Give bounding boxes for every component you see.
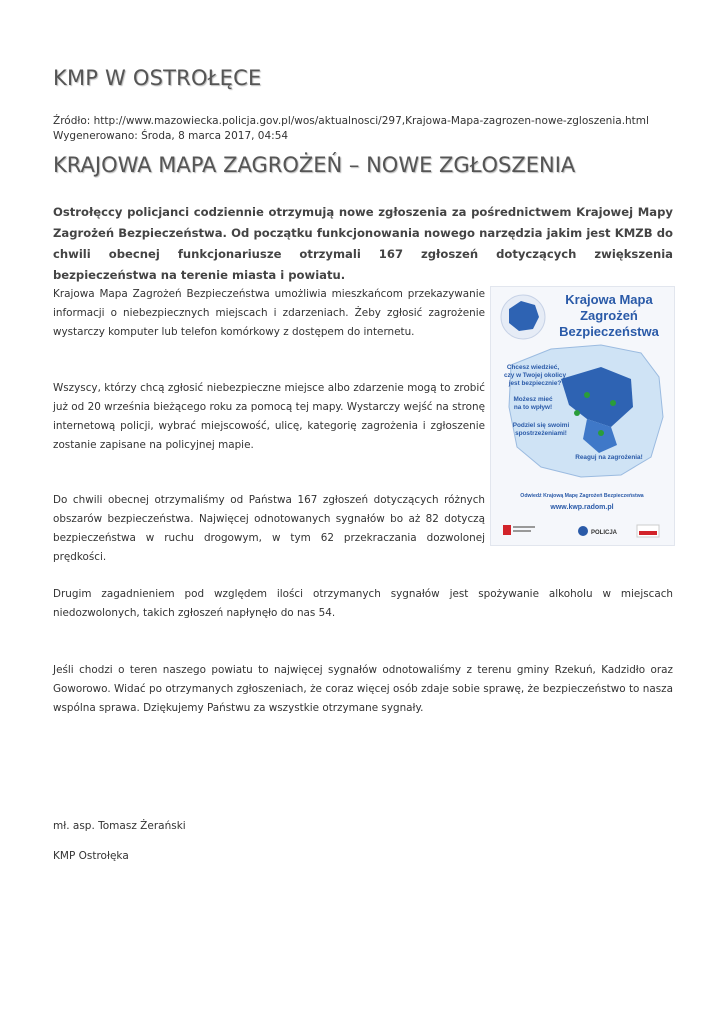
partner-logo-icon: [637, 525, 659, 537]
poster-visit: Odwiedź Krajową Mapę Zagrożeń Bezpieczeństwa: [520, 493, 644, 499]
paragraph-1: Krajowa Mapa Zagrożeń Bezpieczeństwa umożliwia mieszkańcom przekazywanie informacji o niebezpiecznych miejscach i zdarzeniach. Żeby zgłosić zagrożenie wystarczy komputer lub telefon komórkowy z dostępem do internetu.: [53, 288, 485, 338]
poster-share-2: spostrzeżeniami!: [515, 430, 567, 437]
poster-cta-2: na to wpływ!: [513, 404, 553, 411]
source-line: Źródło: http://www.mazowiecka.policja.gov.pl/wos/aktualnosci/297,Krajowa-Mapa-zagrozen-nowe-zgloszenia.html: [53, 115, 649, 127]
unit-name: KMP Ostrołęka: [53, 850, 129, 862]
poster-title-2: Zagrożeń: [580, 308, 638, 323]
poland-emblem-icon: [501, 295, 545, 339]
policja-star-icon: [578, 526, 588, 536]
paragraph-5: Jeśli chodzi o teren naszego powiatu to najwięcej sygnałów odnotowaliśmy z terenu gminy Rzekuń, Kadzidło oraz Goworowo. Widać po otrzymanych zgłoszeniach, że coraz więcej osób zdaje sobie sprawę, że bezpieczeństwo to nasza wspólna sprawa. Dziękujemy Państwu za wszystkie otrzymane sygnały.: [53, 664, 673, 714]
paragraph-4: Drugim zagadnieniem pod względem ilości otrzymanych sygnałów jest spożywanie alkoholu w miejscach niedozwolonych, takich zgłoszeń napłynęło do nas 54.: [53, 588, 673, 619]
generated-line: Wygenerowano: Środa, 8 marca 2017, 04:54: [53, 130, 289, 142]
document-meta: [53, 114, 649, 144]
poster-title-1: Krajowa Mapa: [565, 292, 653, 307]
ministry-emblem-icon: [503, 525, 535, 535]
poster-title-3: Bezpieczeństwa: [559, 324, 659, 339]
poster-question-3: jest bezpiecznie?: [508, 380, 562, 387]
poster-react: Reaguj na zagrożenia!: [575, 454, 643, 461]
article-lead: Ostrołęccy policjanci codziennie otrzymują nowe zgłoszenia za pośrednictwem Krajowej Mapy Zagrożeń Bezpieczeństwa. Od początku funkcjonowania nowego narzędzia jakim jest KMZB do chwili obecnej funkcjonariusze otrzymali 167 zgłoszeń dotyczących zwiększenia bezpieczeństwa na terenie miasta i powiatu.: [53, 205, 673, 282]
poster-question-2: czy w Twojej okolicy: [503, 372, 567, 379]
article-title: KRAJOWA MAPA ZAGROŻEŃ – NOWE ZGŁOSZENIA: [53, 153, 576, 177]
poster-url: www.kwp.radom.pl: [550, 504, 614, 511]
poster-cta-1: Możesz mieć: [513, 396, 553, 403]
organization-title: KMP W OSTROŁĘCE: [53, 66, 262, 90]
author-signature: mł. asp. Tomasz Żerański: [53, 820, 186, 832]
paragraph-2: Wszyscy, którzy chcą zgłosić niebezpieczne miejsce albo zdarzenie mogą to zrobić już od 20 września bieżącego roku za pomocą tej mapy. Wystarczy wejść na stronę internetową policji, wybrać miejscowość, ulicę, kategorię zagrożenia i zgłoszenie zostanie zapisane na policyjnej mapie.: [53, 382, 485, 451]
poster-question-1: Chcesz wiedzieć,: [506, 364, 560, 371]
kmzb-poster: [490, 286, 675, 546]
paragraph-3: Do chwili obecnej otrzymaliśmy od Państwa 167 zgłoszeń dotyczących różnych obszarów bezpieczeństwa. Najwięcej odnotowanych sygnałów bo aż 82 dotyczą bezpieczeństwa w ruchu drogowym, w tym 62 przekraczania dozwolonej prędkości.: [53, 494, 485, 563]
poster-policja: POLICJA: [591, 530, 618, 536]
poster-share-1: Podziel się swoimi: [512, 422, 570, 429]
